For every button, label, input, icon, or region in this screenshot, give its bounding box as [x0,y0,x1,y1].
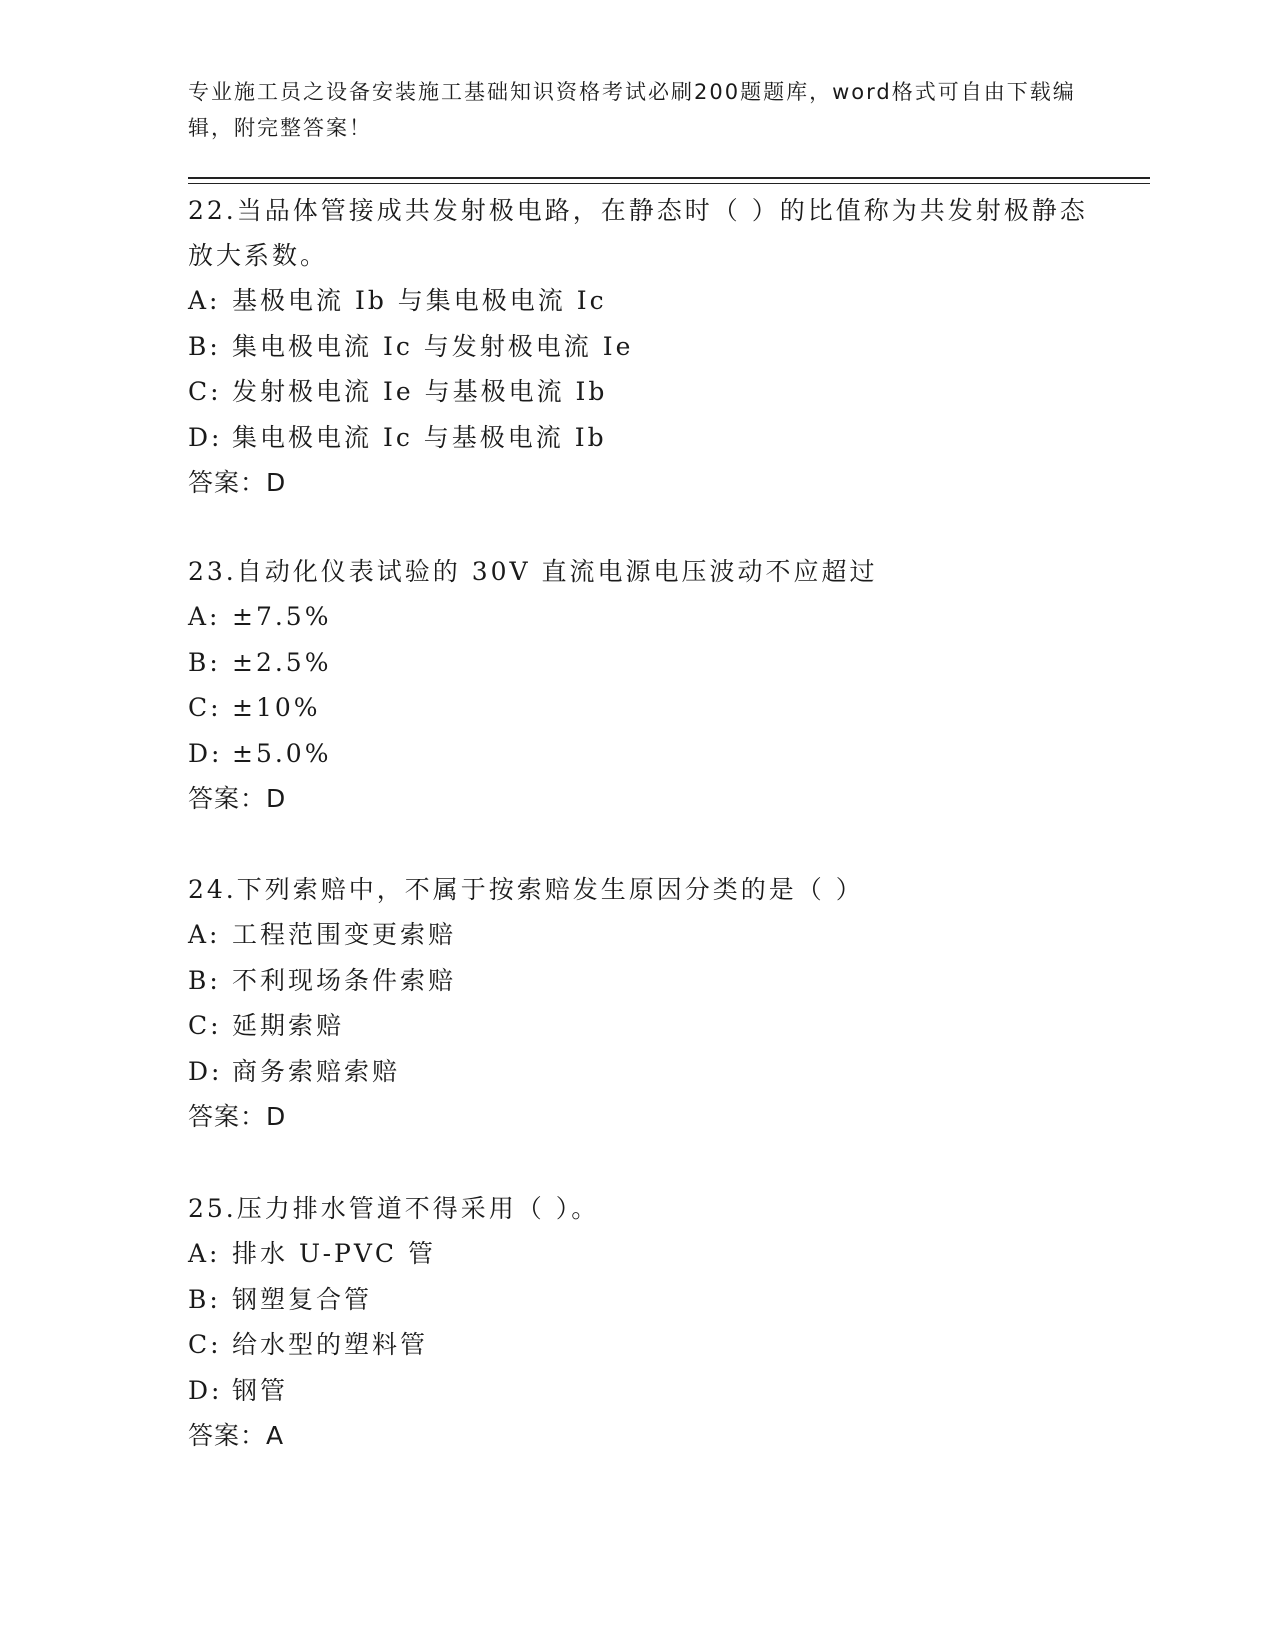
answer-line: 答案：D [188,468,287,497]
option-letter: A: [188,920,221,949]
option-text: ±2.5% [232,647,332,677]
question-block [188,1186,1088,1459]
option-text: ±10% [232,693,321,722]
option-c [188,1003,1088,1049]
option-text: 延期索赔 [232,1011,345,1040]
option-c [188,369,1088,415]
option-text: 基极电流 Ib 与集电极电流 Ic [232,286,607,315]
option-text: 排水 U-PVC 管 [232,1239,436,1268]
option-letter: D: [188,738,223,768]
option-d [188,1368,1088,1414]
option-text: 工程范围变更索赔 [232,920,457,949]
option-text: 集电极电流 Ic 与基极电流 Ib [232,422,607,452]
document-header: 专业施工员之设备安装施工基础知识资格考试必刷200题题库，word格式可自由下载编辑，附完整答案！ [188,80,1076,140]
option-text: 发射极电流 Ie 与基极电流 Ib [232,377,608,406]
option-letter: A: [188,1239,221,1268]
option-text: 钢管 [232,1375,289,1405]
header-divider-thick [188,177,1150,179]
option-letter: D: [188,1375,223,1405]
option-c [188,685,1088,731]
option-b [188,640,1088,686]
option-text: 不利现场条件索赔 [232,965,457,995]
option-a [188,594,1088,640]
option-b [188,958,1088,1004]
question-text: 24.下列索赔中，不属于按索赔发生原因分类的是（ ） [188,875,864,904]
option-b [188,324,1088,370]
option-text: ±5.0% [232,738,332,768]
option-a [188,912,1088,958]
option-letter: A: [188,602,221,631]
option-d [188,731,1088,777]
option-a [188,1231,1088,1277]
option-letter: B: [188,647,221,677]
option-letter: D: [188,1056,223,1086]
question-block [188,549,1088,822]
option-letter: B: [188,965,221,995]
question-block [188,867,1088,1140]
option-letter: A: [188,286,221,315]
question-text: 22.当品体管接成共发射极电路，在静态时（ ）的比值称为共发射极静态放大系数。 [188,196,1088,270]
option-text: 给水型的塑料管 [232,1330,429,1359]
option-letter: B: [188,1284,221,1314]
option-letter: C: [188,693,222,722]
question-text: 23.自动化仪表试验的 30V 直流电源电压波动不应超过 [188,557,878,586]
answer-line: 答案：A [188,1421,285,1450]
option-letter: D: [188,422,223,452]
option-letter: B: [188,331,221,361]
answer-line: 答案：D [188,1102,287,1131]
option-b [188,1277,1088,1323]
option-c [188,1322,1088,1368]
option-d [188,1049,1088,1095]
answer-line: 答案：D [188,784,287,813]
option-text: 商务索赔索赔 [232,1056,401,1086]
option-text: 集电极电流 Ic 与发射极电流 Ie [232,331,634,361]
header-divider-thin [188,183,1150,184]
question-text: 25.压力排水管道不得采用（ ）。 [188,1194,600,1223]
option-letter: C: [188,1330,222,1359]
question-block [188,188,1088,506]
option-letter: C: [188,377,222,406]
option-text: 钢塑复合管 [232,1284,373,1314]
option-a [188,278,1088,324]
option-letter: C: [188,1011,222,1040]
option-d [188,415,1088,461]
option-text: ±7.5% [232,602,332,631]
